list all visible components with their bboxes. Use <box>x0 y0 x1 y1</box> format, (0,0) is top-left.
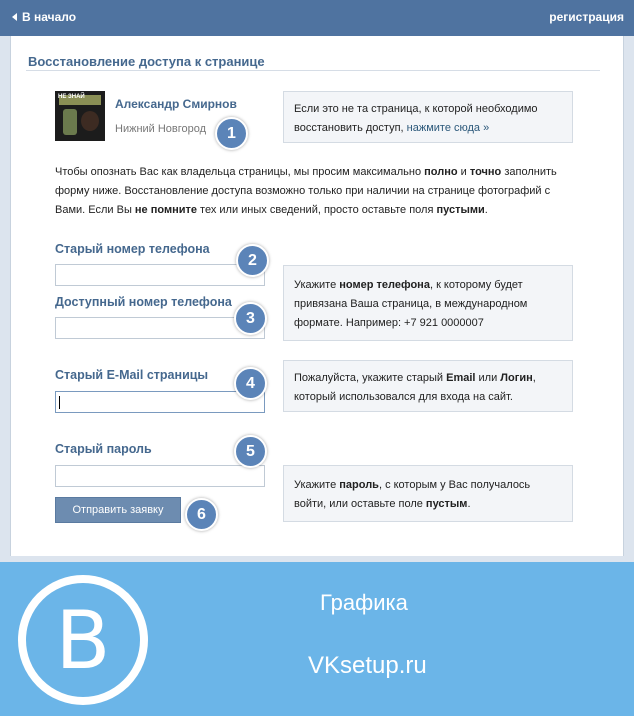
email-help-box: Пожалуйста, укажите старый Email или Логин, который использовался для входа на сайт. <box>283 360 573 412</box>
step-badge-5: 5 <box>234 435 267 468</box>
old-email-input[interactable] <box>55 391 265 413</box>
intro-text: Чтобы опознать Вас как владельца страницы, мы просим максимально полно и точно заполнить форму ниже. Восстановление доступа возможно только при наличии на странице фотографий с Вами. Если Вы не помните тех или иных сведений, просто оставьте поля пустыми. <box>55 166 557 216</box>
old-password-input[interactable] <box>55 465 265 487</box>
top-bar <box>0 0 634 36</box>
available-phone-label: Доступный номер телефона <box>55 295 232 309</box>
old-phone-label: Старый номер телефона <box>55 242 210 256</box>
wrong-page-text: Если это не та страница, к которой необходимо восстановить доступ, <box>294 103 538 134</box>
title-divider <box>26 70 600 71</box>
submit-request-button[interactable]: Отправить заявку <box>55 497 181 523</box>
old-email-label: Старый E-Mail страницы <box>55 368 209 382</box>
step-badge-2: 2 <box>236 244 269 277</box>
password-help-box: Укажите пароль, с которым у Вас получалось войти, или оставьте поле пустым. <box>283 465 573 522</box>
page-title: Восстановление доступа к странице <box>28 54 265 69</box>
step-badge-1: 1 <box>215 117 248 150</box>
register-link[interactable]: регистрация <box>549 10 624 24</box>
step-badge-3: 3 <box>234 302 267 335</box>
footer-caption: Графика <box>320 590 408 615</box>
back-arrow-icon <box>12 13 17 21</box>
old-phone-input[interactable] <box>55 264 265 286</box>
back-to-home-link[interactable] <box>12 10 76 24</box>
avatar[interactable] <box>55 91 105 141</box>
vk-logo-icon: В <box>18 575 148 705</box>
user-city: Нижний Новгород <box>115 123 207 135</box>
click-here-link[interactable]: нажмите сюда » <box>406 122 490 134</box>
step-badge-6: 6 <box>185 498 218 531</box>
text-cursor <box>59 396 60 409</box>
phone-help-box: Укажите номер телефона, к которому будет привязана Ваша страница, в международном формате. Например: +7 921 0000007 <box>283 265 573 341</box>
footer-site-name: VKsetup.ru <box>308 652 427 679</box>
back-link-label: В начало <box>22 10 77 24</box>
old-password-label: Старый пароль <box>55 442 152 456</box>
step-badge-4: 4 <box>234 367 267 400</box>
avatar-text: НЕ ЗНАЙ <box>58 94 85 100</box>
user-name-link[interactable]: Александр Смирнов <box>115 97 237 111</box>
wrong-page-box <box>283 91 573 143</box>
